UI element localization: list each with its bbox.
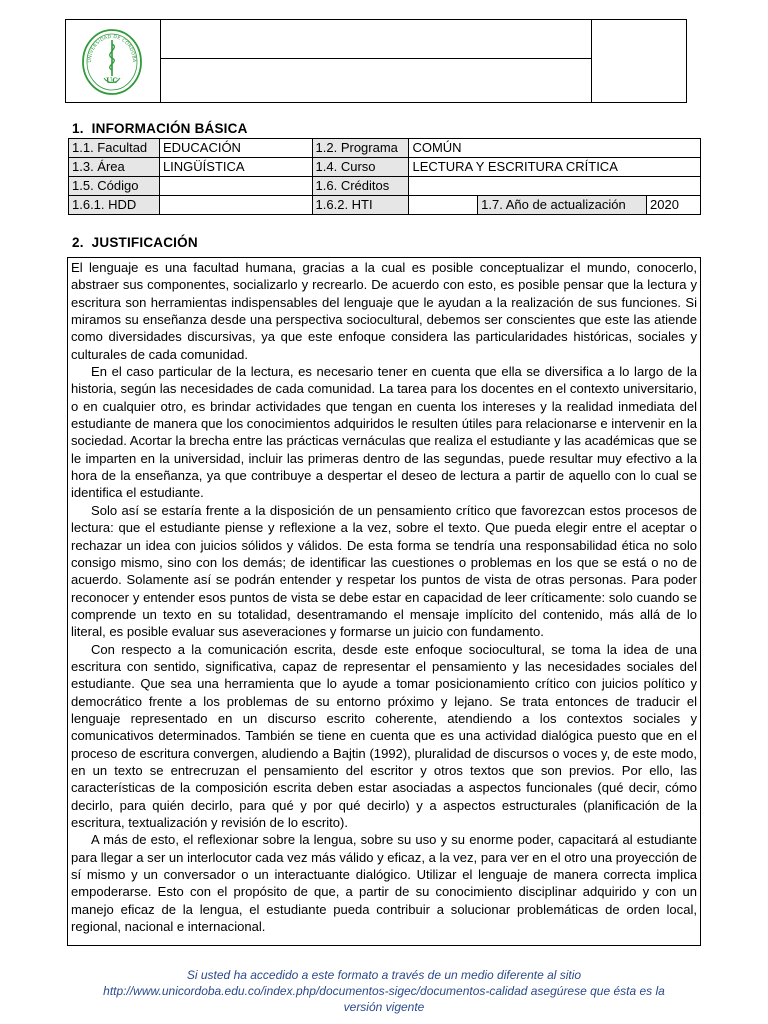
label-cell: 1.6.2. HTI <box>312 196 409 215</box>
document-header <box>65 19 687 103</box>
section-number: 1. <box>72 121 84 136</box>
label-cell: 1.6. Créditos <box>312 177 409 196</box>
label-cell: 1.2. Programa <box>312 139 409 158</box>
seal-text: UNIVERSIDAD DE CÓRDOBA <box>87 34 137 63</box>
section-title: INFORMACIÓN BÁSICA <box>91 121 248 136</box>
logo-cell <box>66 20 161 102</box>
paragraph: Solo así se estaría frente a la disposición de un pensamiento crítico que favorezcan estos procesos de lectura: que el estudiante piense y reflexione a la vez, sobre el texto. Que pueda elegir entre el aceptar o rechazar un idea con juicios sólidos y válidos. De esta forma se tendría una responsabilidad ética no solo consigo mismo, sino con los demás; de identificar las cuestiones o problemas en los que se está o no de acuerdo. Solamente así se podrán entender y respetar los puntos de vista de otras personas. Para poder reconocer y entender esos puntos de vista se debe estar en capacidad de leer críticamente: solo cuando se comprende un texto en su totalidad, desentramando el mensaje implícito del contenido, más allá de lo literal, es posible evaluar sus aseveraciones y formarse un juicio con fundamento. <box>71 502 697 640</box>
paragraph: A más de esto, el reflexionar sobre la lengua, sobre su uso y su enorme poder, capacitará al estudiante para llegar a ser un interlocutor cada vez más válido y eficaz, a la vez, para ver en el otro una proyección de sí mismo y un conversador o un interactuante dialógico. Utilizar el lenguaje de manera correcta implica empoderarse. Esto con el propósito de que, a partir de su conocimiento disciplinar adquirido y con un manejo eficaz de la lengua, el estudiante pueda contribuir a solucionar problemáticas de orden local, regional, nacional e internacional. <box>71 832 697 935</box>
section-number: 2. <box>72 235 84 250</box>
value-cell <box>159 196 312 215</box>
justification-text-box <box>67 257 701 946</box>
label-cell: 1.7. Año de actualización <box>478 196 647 215</box>
table-row <box>69 177 701 196</box>
header-code-cell <box>592 20 686 102</box>
footer-line: Si usted ha accedido a este formato a través de un medio diferente al sitio <box>186 968 582 982</box>
paragraph: Con respecto a la comunicación escrita, desde este enfoque sociocultural, se toma la idea de una escritura con sentido, significativa, capaz de representar el pensamiento y las necesidades sociales del estudiante. Que sea una herramienta que lo ayude a tomar posicionamiento crítico con juicios político y democrático frente a los problemas de su entorno próximo y lejano. Se trata entonces de traducir el lenguaje representado en un discurso escrito coherente, atendiendo a los contextos sociales y comunicativos determinados. También se tiene en cuenta que es una actividad dialógica puesto que en el proceso de escritura convergen, aludiendo a Bajtin (1992), pluralidad de discursos o voces y, de este modo, en un texto se entrecruzan el pensamiento del escritor y otros textos que son previos. Por ello, las características de la composición escrita deben estar asociadas a aspectos funcionales (qué decir, cómo decirlo, para quién decirlo, para qué y por qué decirlo) y a aspectos estructurales (planificación de la escritura, textualización y revisión de lo escrito). <box>71 641 697 830</box>
value-cell <box>159 177 312 196</box>
value-cell: LINGÜÍSTICA <box>159 158 312 177</box>
label-cell: 1.3. Área <box>69 158 160 177</box>
value-cell: EDUCACIÓN <box>159 139 312 158</box>
basic-info-table <box>68 138 701 215</box>
section-heading-basic-info <box>72 121 256 136</box>
paragraph: El lenguaje es una facultad humana, gracias a la cual es posible conceptualizar el mundo, conocerlo, abstraer sus componentes, socializarlo y recrearlo. De acuerdo con esto, es posible pensar que la lectura y escritura son herramientas indispensables del lenguaje que le ayudan a la realización de sus funciones. Si miramos su enseñanza desde una perspectiva sociocultural, debemos ser conscientes que este las atiende como diversidades discursivas, ya que este enfoque considera las particularidades históricas, sociales y culturales de cada comunidad. <box>71 260 697 362</box>
section-heading-justification <box>72 235 206 250</box>
table-row <box>69 196 701 215</box>
header-subtitle-cell <box>161 59 592 102</box>
value-cell <box>409 196 478 215</box>
section-title: JUSTIFICACIÓN <box>91 235 198 250</box>
paragraph: En el caso particular de la lectura, es necesario tener en cuenta que ella se diversifica a lo largo de la historia, según las necesidades de cada comunidad. La tarea para los docentes en el contexto universitario, o en cualquier otro, es brindar actividades que tengan en cuenta los intereses y la realidad inmediata del estudiante de manera que los conocimientos adquiridos le resulten útiles para relacionarse e intervenir en la sociedad. Acortar la brecha entre las prácticas vernáculas que realiza el estudiante y las académicas que se le imparten en la universidad, incluir las primeras dentro de las segundas, puede resultar muy efectivo a la hora de la enseñanza, ya que contribuye a despertar el deseo de lectura a partir de aquello con lo cual se identifica el estudiante. <box>71 364 697 501</box>
label-cell: 1.4. Curso <box>312 158 409 177</box>
seal-monogram: UC <box>106 76 118 85</box>
value-cell <box>409 177 701 196</box>
value-cell: COMÚN <box>409 139 701 158</box>
footer-line: versión vigente <box>343 1000 425 1014</box>
header-title-cell <box>161 20 592 59</box>
university-seal-icon <box>80 26 144 96</box>
label-cell: 1.1. Facultad <box>69 139 160 158</box>
table-row <box>69 158 701 177</box>
footer-url-line: http://www.unicordoba.edu.co/index.php/documentos-sigec/documentos-calidad asegúrese que ésta es la <box>103 984 665 998</box>
label-cell: 1.5. Código <box>69 177 160 196</box>
label-cell: 1.6.1. HDD <box>69 196 160 215</box>
value-cell: LECTURA Y ESCRITURA CRÍTICA <box>409 158 701 177</box>
table-row <box>69 139 701 158</box>
footer-notice <box>80 967 688 1015</box>
value-cell: 2020 <box>647 196 701 215</box>
